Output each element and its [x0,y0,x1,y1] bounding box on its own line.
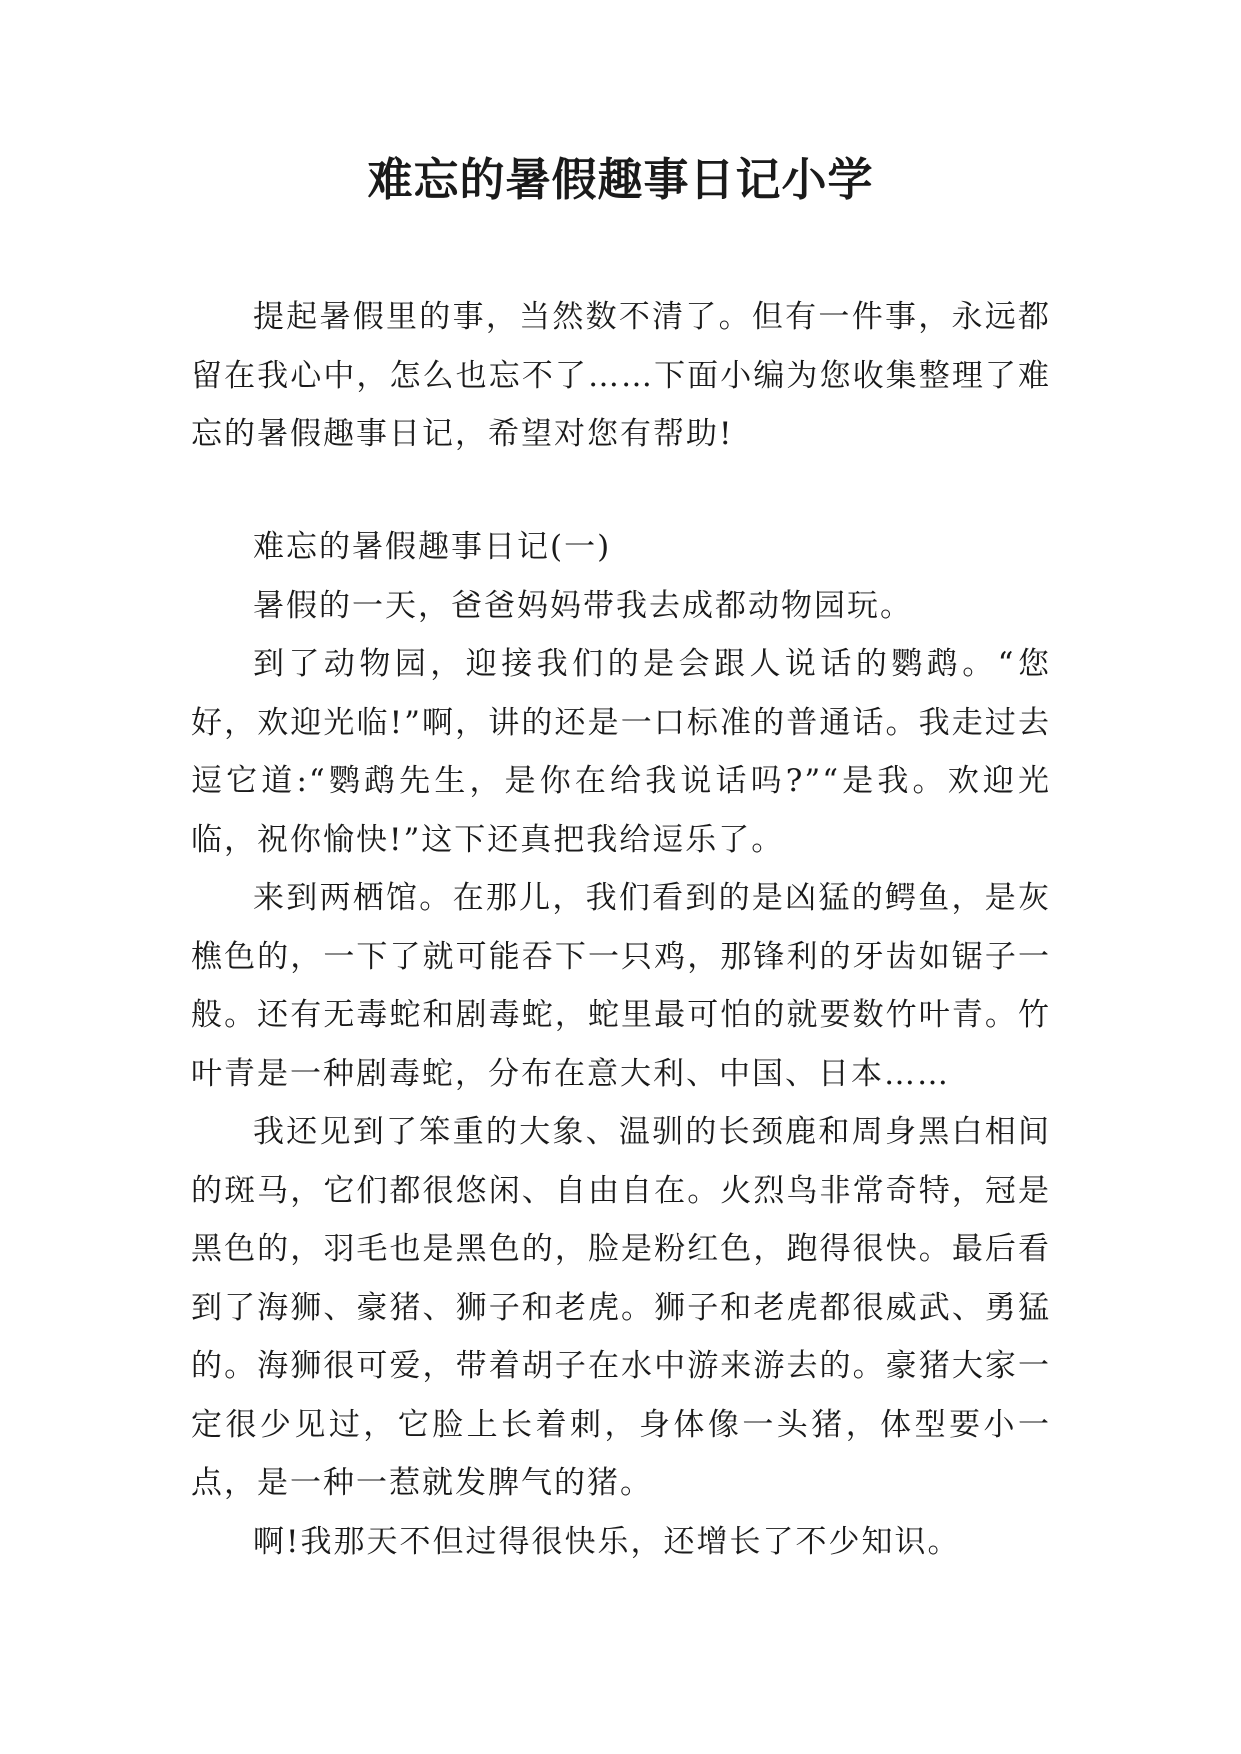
body-paragraph: 我还见到了笨重的大象、温驯的长颈鹿和周身黑白相间的斑马，它们都很悠闲、自由自在。火烈鸟非常奇特，冠是黑色的，羽毛也是黑色的，脸是粉红色，跑得很快。最后看到了海狮、豪猪、狮子和老虎。狮子和老虎都很威武、勇猛的。海狮很可爱，带着胡子在水中游来游去的。豪猪大家一定很少见过，它脸上长着刺，身体像一头猪，体型要小一点，是一种一惹就发脾气的猪。 [191,1114,1051,1501]
body-paragraph: 到了动物园，迎接我们的是会跟人说话的鹦鹉。“您好，欢迎光临!”啊，讲的还是一口标准的普通话。我走过去逗它道:“鹦鹉先生，是你在给我说话吗?”“是我。欢迎光临，祝你愉快!”这下还真把我给逗乐了。 [191,646,1051,858]
diary-section [191,518,1051,1571]
body-paragraph: 来到两栖馆。在那儿，我们看到的是凶猛的鳄鱼，是灰樵色的，一下了就可能吞下一只鸡，那锋利的牙齿如锯子一般。还有无毒蛇和剧毒蛇，蛇里最可怕的就要数竹叶青。竹叶青是一种剧毒蛇，分布在意大利、中国、日本…… [191,880,1051,1092]
page-title: 难忘的暑假趣事日记小学 [367,153,874,206]
body-paragraph: 啊!我那天不但过得很快乐，还增长了不少知识。 [253,1523,961,1560]
section-heading: 难忘的暑假趣事日记(一) [253,529,612,565]
intro-block [191,288,1051,464]
intro-paragraph: 提起暑假里的事，当然数不清了。但有一件事，永远都留在我心中，怎么也忘不了……下面小编为您收集整理了难忘的暑假趣事日记，希望对您有帮助! [191,299,1051,452]
body-paragraph: 暑假的一天，爸爸妈妈带我去成都动物园玩。 [253,587,913,624]
